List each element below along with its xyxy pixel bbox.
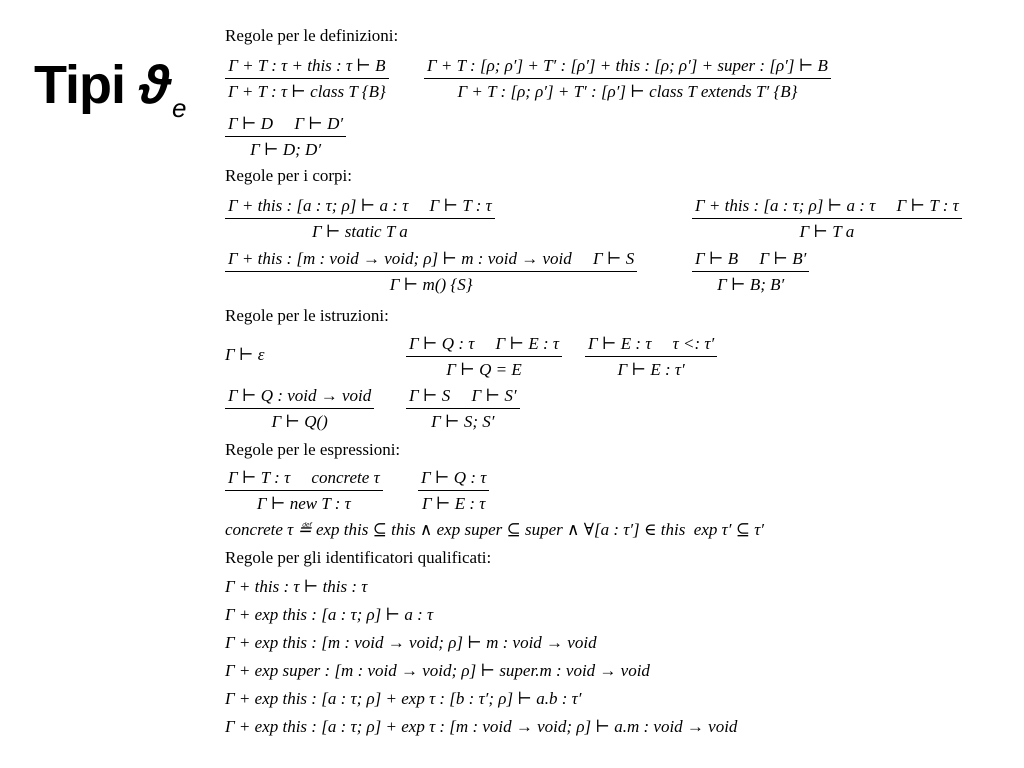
rule-body-seq (692, 248, 809, 296)
qualified-rule: Γ + exp this : [a : τ; ρ] + exp τ : [b : τ′; ρ] ⊢ a.b : τ′ (225, 689, 582, 708)
rule-conclusion: Γ ⊢ m() {S} (389, 275, 473, 294)
rule-bar (225, 490, 383, 491)
slide-title (34, 55, 186, 123)
rule-expr-new (225, 467, 383, 515)
rule-conclusion: Γ ⊢ static T a (311, 222, 408, 241)
qualified-rule: Γ + exp super : [m : void → void; ρ] ⊢ super.m : void → void (225, 661, 650, 680)
rule-premise: Γ + this : [a : τ; ρ] ⊢ a : τ Γ ⊢ T : τ (695, 196, 959, 215)
rule-bar (225, 408, 374, 409)
rule-premise: Γ + this : [m : void → void; ρ] ⊢ m : void → void Γ ⊢ S (228, 249, 635, 268)
rule-premise: Γ ⊢ S Γ ⊢ S′ (409, 386, 517, 405)
rule-conclusion: Γ ⊢ T a (799, 222, 855, 241)
rule-bar (225, 136, 346, 137)
rule-bar (225, 271, 637, 272)
rule-bar (692, 271, 809, 272)
rule-conclusion: Γ ⊢ B; B′ (717, 275, 785, 294)
rule-premise: Γ ⊢ Q : void → void (228, 386, 372, 405)
rule-conclusion: Γ ⊢ E : τ′ (617, 360, 685, 379)
rule-bar (418, 490, 489, 491)
rule-bar (225, 218, 495, 219)
rule-def-class (225, 55, 389, 103)
rule-bar (406, 356, 562, 357)
rule-premise: Γ + T : τ + this : τ ⊢ B (228, 56, 386, 75)
rule-bar (585, 356, 717, 357)
rule-premise: Γ ⊢ Q : τ Γ ⊢ E : τ (409, 334, 559, 353)
title-symbol: ϑ (139, 55, 170, 115)
qualified-rule: Γ + this : τ ⊢ this : τ (225, 577, 368, 596)
rule-premise: Γ ⊢ Q : τ (421, 468, 487, 487)
title-subscript: e (171, 93, 186, 123)
rule-bar (225, 78, 389, 79)
qualified-rule: Γ + exp this : [a : τ; ρ] + exp τ : [m : void → void; ρ] ⊢ a.m : void → void (225, 717, 738, 736)
heading-corpi: Regole per i corpi: (225, 166, 352, 185)
rule-conclusion: Γ ⊢ D; D′ (250, 140, 322, 159)
qualified-rule: Γ + exp this : [m : void → void; ρ] ⊢ m : void → void (225, 633, 597, 652)
heading-definizioni: Regole per le definizioni: (225, 26, 399, 45)
rule-body-method (225, 248, 637, 296)
rule-conclusion: Γ ⊢ Q() (271, 412, 328, 431)
concrete-definition: concrete τ ≝ exp this ⊆ this ∧ exp super ⊆ super ∧ ∀[a : τ′] ∈ this exp τ′ ⊆ τ′ (225, 520, 764, 539)
rule-premise: Γ ⊢ D Γ ⊢ D′ (228, 114, 344, 133)
rule-conclusion: Γ ⊢ S; S′ (431, 412, 495, 431)
rule-premise: Γ ⊢ B Γ ⊢ B′ (695, 249, 807, 268)
rule-def-extends (424, 55, 831, 103)
rule-def-seq (225, 113, 346, 161)
rule-bar (424, 78, 831, 79)
rule-conclusion: Γ ⊢ Q = E (446, 360, 522, 379)
rule-stmt-call (225, 385, 374, 433)
heading-identificatori: Regole per gli identificatori qualificati: (225, 548, 492, 567)
rule-stmt-sub (585, 333, 717, 381)
qualified-rule: Γ + exp this : [a : τ; ρ] ⊢ a : τ (225, 605, 434, 624)
heading-espressioni: Regole per le espressioni: (225, 440, 401, 459)
rule-conclusion: Γ + T : [ρ; ρ′] + T′ : [ρ′] ⊢ class T extends T′ {B} (457, 82, 798, 101)
rule-premise: Γ ⊢ E : τ τ <: τ′ (588, 334, 715, 353)
rule-bar (406, 408, 520, 409)
rule-stmt-empty: Γ ⊢ ε (225, 345, 265, 364)
rule-stmt-assign (406, 333, 562, 381)
rule-conclusion: Γ + T : τ ⊢ class T {B} (228, 82, 386, 101)
rule-conclusion: Γ ⊢ new T : τ (256, 494, 351, 513)
rule-stmt-seq (406, 385, 520, 433)
title-text: Tipi (34, 55, 126, 115)
heading-istruzioni: Regole per le istruzioni: (225, 306, 389, 325)
rule-expr-q (418, 467, 489, 515)
rule-body-static (225, 195, 495, 243)
rule-premise: Γ + this : [a : τ; ρ] ⊢ a : τ Γ ⊢ T : τ (228, 196, 492, 215)
rule-premise: Γ + T : [ρ; ρ′] + T′ : [ρ′] + this : [ρ; ρ′] + super : [ρ′] ⊢ B (427, 56, 828, 75)
rule-premise: Γ ⊢ T : τ concrete τ (228, 468, 380, 487)
rule-bar (692, 218, 962, 219)
rule-body-field (692, 195, 962, 243)
rule-conclusion: Γ ⊢ E : τ (421, 494, 486, 513)
